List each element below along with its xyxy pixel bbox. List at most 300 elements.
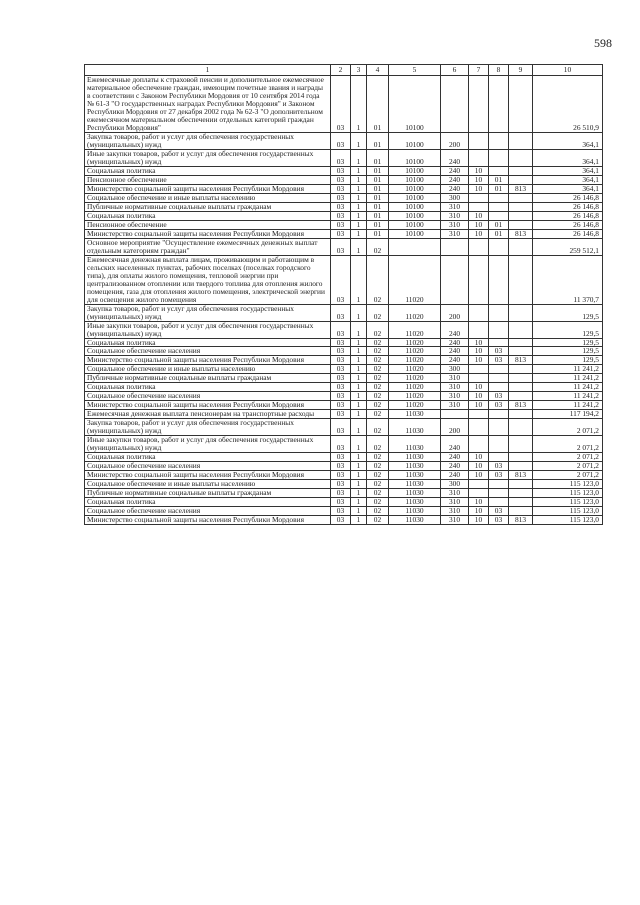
target-code: 11020 bbox=[389, 338, 441, 347]
subprogram-code: 01 bbox=[367, 184, 389, 193]
expense-type-code: 310 bbox=[441, 229, 469, 238]
program-code: 1 bbox=[351, 75, 367, 132]
row-description: Ежемесячная денежная выплата пенсионерам на транспортные расходы bbox=[85, 410, 331, 419]
table-row bbox=[85, 166, 603, 175]
table-row bbox=[85, 229, 603, 238]
subprogram-code: 02 bbox=[367, 392, 389, 401]
program-code: 1 bbox=[351, 392, 367, 401]
subprogram-code: 02 bbox=[367, 321, 389, 338]
subsection-code: 01 bbox=[489, 175, 509, 184]
section-code: 03 bbox=[331, 365, 351, 374]
table-row bbox=[85, 480, 603, 489]
table-row bbox=[85, 498, 603, 507]
header-row bbox=[85, 65, 603, 76]
row-description: Социальное обеспечение населения bbox=[85, 462, 331, 471]
subsection-code bbox=[489, 419, 509, 436]
chapter-code: 10 bbox=[469, 392, 489, 401]
target-code: 11020 bbox=[389, 374, 441, 383]
chapter-code bbox=[469, 149, 489, 166]
target-code: 11030 bbox=[389, 462, 441, 471]
section-code: 03 bbox=[331, 211, 351, 220]
ministry-code bbox=[509, 410, 533, 419]
ministry-code bbox=[509, 255, 533, 304]
amount: 364,1 bbox=[533, 166, 603, 175]
row-description: Министерство социальной защиты населения Республики Мордовия bbox=[85, 401, 331, 410]
amount: 115 123,0 bbox=[533, 489, 603, 498]
program-code: 1 bbox=[351, 489, 367, 498]
table-row bbox=[85, 193, 603, 202]
section-code: 03 bbox=[331, 462, 351, 471]
program-code: 1 bbox=[351, 436, 367, 453]
section-code: 03 bbox=[331, 132, 351, 149]
expense-type-code: 310 bbox=[441, 507, 469, 516]
subprogram-code: 02 bbox=[367, 453, 389, 462]
target-code: 10100 bbox=[389, 211, 441, 220]
program-code: 1 bbox=[351, 419, 367, 436]
program-code: 1 bbox=[351, 356, 367, 365]
expense-type-code: 240 bbox=[441, 321, 469, 338]
ministry-code: 813 bbox=[509, 516, 533, 525]
row-description: Социальное обеспечение и иные выплаты населению bbox=[85, 365, 331, 374]
target-code: 11030 bbox=[389, 453, 441, 462]
program-code: 1 bbox=[351, 211, 367, 220]
column-header: 8 bbox=[489, 65, 509, 76]
subsection-code bbox=[489, 383, 509, 392]
section-code: 03 bbox=[331, 436, 351, 453]
ministry-code: 813 bbox=[509, 471, 533, 480]
table-row bbox=[85, 392, 603, 401]
target-code: 10100 bbox=[389, 229, 441, 238]
expense-type-code bbox=[441, 255, 469, 304]
target-code bbox=[389, 238, 441, 255]
subsection-code bbox=[489, 75, 509, 132]
subsection-code: 01 bbox=[489, 184, 509, 193]
ministry-code bbox=[509, 193, 533, 202]
table-row bbox=[85, 383, 603, 392]
program-code: 1 bbox=[351, 498, 367, 507]
subprogram-code: 02 bbox=[367, 365, 389, 374]
column-header: 1 bbox=[85, 65, 331, 76]
subsection-code bbox=[489, 338, 509, 347]
section-code: 03 bbox=[331, 338, 351, 347]
row-description: Иные закупки товаров, работ и услуг для обеспечения государственных (муниципальных) нужд bbox=[85, 321, 331, 338]
program-code: 1 bbox=[351, 238, 367, 255]
row-description: Иные закупки товаров, работ и услуг для обеспечения государственных (муниципальных) нужд bbox=[85, 436, 331, 453]
subsection-code bbox=[489, 202, 509, 211]
chapter-code bbox=[469, 193, 489, 202]
ministry-code: 813 bbox=[509, 229, 533, 238]
target-code: 10100 bbox=[389, 220, 441, 229]
row-description: Пенсионное обеспечение bbox=[85, 175, 331, 184]
subprogram-code: 02 bbox=[367, 304, 389, 321]
table-row bbox=[85, 410, 603, 419]
table-row bbox=[85, 220, 603, 229]
chapter-code: 10 bbox=[469, 383, 489, 392]
ministry-code bbox=[509, 166, 533, 175]
ministry-code bbox=[509, 149, 533, 166]
row-description: Публичные нормативные социальные выплаты гражданам bbox=[85, 374, 331, 383]
subprogram-code: 02 bbox=[367, 383, 389, 392]
chapter-code bbox=[469, 132, 489, 149]
subsection-code bbox=[489, 149, 509, 166]
budget-table bbox=[84, 64, 603, 525]
section-code: 03 bbox=[331, 166, 351, 175]
expense-type-code bbox=[441, 75, 469, 132]
table-row bbox=[85, 356, 603, 365]
target-code: 11020 bbox=[389, 356, 441, 365]
ministry-code bbox=[509, 347, 533, 356]
row-description: Министерство социальной защиты населения Республики Мордовия bbox=[85, 229, 331, 238]
row-description: Ежемесячные доплаты к страховой пенсии и дополнительное ежемесячное материальное обеспечение граждан, имеющим почетные звания и награды в соответствии с Законом Республики Мордовия от 10 сентября 2014 года № 61-З "О государственных наградах Республики Мордовия" и Законом Республики Мордовия от 27 декабря 2002 года № 62-З "О дополнительном ежемесячном материальном обеспечении отдельных категорий граждан Республики Мордовия" bbox=[85, 75, 331, 132]
subsection-code bbox=[489, 498, 509, 507]
subsection-code bbox=[489, 410, 509, 419]
amount: 129,5 bbox=[533, 321, 603, 338]
subprogram-code: 02 bbox=[367, 410, 389, 419]
row-description: Министерство социальной защиты населения Республики Мордовия bbox=[85, 471, 331, 480]
target-code: 11020 bbox=[389, 383, 441, 392]
row-description: Социальное обеспечение населения bbox=[85, 507, 331, 516]
subprogram-code: 01 bbox=[367, 166, 389, 175]
target-code: 11020 bbox=[389, 401, 441, 410]
ministry-code bbox=[509, 75, 533, 132]
expense-type-code: 200 bbox=[441, 304, 469, 321]
chapter-code: 10 bbox=[469, 401, 489, 410]
ministry-code bbox=[509, 365, 533, 374]
program-code: 1 bbox=[351, 516, 367, 525]
target-code: 11030 bbox=[389, 436, 441, 453]
target-code: 11020 bbox=[389, 392, 441, 401]
amount: 364,1 bbox=[533, 184, 603, 193]
target-code: 11030 bbox=[389, 507, 441, 516]
section-code: 03 bbox=[331, 480, 351, 489]
section-code: 03 bbox=[331, 229, 351, 238]
subsection-code bbox=[489, 374, 509, 383]
row-description: Министерство социальной защиты населения Республики Мордовия bbox=[85, 516, 331, 525]
column-header: 2 bbox=[331, 65, 351, 76]
program-code: 1 bbox=[351, 321, 367, 338]
ministry-code bbox=[509, 304, 533, 321]
chapter-code: 10 bbox=[469, 184, 489, 193]
amount: 11 241,2 bbox=[533, 365, 603, 374]
chapter-code bbox=[469, 255, 489, 304]
table-row bbox=[85, 304, 603, 321]
chapter-code: 10 bbox=[469, 229, 489, 238]
target-code: 10100 bbox=[389, 132, 441, 149]
table-row bbox=[85, 175, 603, 184]
row-description: Пенсионное обеспечение bbox=[85, 220, 331, 229]
chapter-code bbox=[469, 374, 489, 383]
program-code: 1 bbox=[351, 304, 367, 321]
subprogram-code: 01 bbox=[367, 149, 389, 166]
ministry-code bbox=[509, 321, 533, 338]
program-code: 1 bbox=[351, 220, 367, 229]
amount: 129,5 bbox=[533, 356, 603, 365]
chapter-code bbox=[469, 436, 489, 453]
amount: 2 071,2 bbox=[533, 453, 603, 462]
row-description: Публичные нормативные социальные выплаты гражданам bbox=[85, 202, 331, 211]
subsection-code bbox=[489, 255, 509, 304]
program-code: 1 bbox=[351, 193, 367, 202]
chapter-code bbox=[469, 238, 489, 255]
amount: 11 241,2 bbox=[533, 383, 603, 392]
chapter-code: 10 bbox=[469, 516, 489, 525]
subprogram-code: 02 bbox=[367, 516, 389, 525]
target-code: 11020 bbox=[389, 347, 441, 356]
chapter-code: 10 bbox=[469, 166, 489, 175]
chapter-code: 10 bbox=[469, 338, 489, 347]
target-code: 11030 bbox=[389, 471, 441, 480]
chapter-code: 10 bbox=[469, 175, 489, 184]
subsection-code bbox=[489, 365, 509, 374]
amount: 129,5 bbox=[533, 347, 603, 356]
subsection-code: 03 bbox=[489, 471, 509, 480]
column-header: 3 bbox=[351, 65, 367, 76]
program-code: 1 bbox=[351, 347, 367, 356]
expense-type-code: 240 bbox=[441, 436, 469, 453]
target-code: 11020 bbox=[389, 255, 441, 304]
subprogram-code: 02 bbox=[367, 238, 389, 255]
program-code: 1 bbox=[351, 410, 367, 419]
expense-type-code: 200 bbox=[441, 419, 469, 436]
amount: 129,5 bbox=[533, 338, 603, 347]
table-row bbox=[85, 489, 603, 498]
row-description: Социальная политика bbox=[85, 453, 331, 462]
subprogram-code: 01 bbox=[367, 220, 389, 229]
subsection-code bbox=[489, 489, 509, 498]
subprogram-code: 02 bbox=[367, 347, 389, 356]
section-code: 03 bbox=[331, 175, 351, 184]
subprogram-code: 02 bbox=[367, 436, 389, 453]
column-header: 9 bbox=[509, 65, 533, 76]
expense-type-code: 310 bbox=[441, 211, 469, 220]
chapter-code: 10 bbox=[469, 498, 489, 507]
table-row bbox=[85, 132, 603, 149]
table-row bbox=[85, 184, 603, 193]
subsection-code: 03 bbox=[489, 401, 509, 410]
chapter-code: 10 bbox=[469, 220, 489, 229]
ministry-code: 813 bbox=[509, 356, 533, 365]
ministry-code bbox=[509, 453, 533, 462]
row-description: Министерство социальной защиты населения Республики Мордовия bbox=[85, 356, 331, 365]
program-code: 1 bbox=[351, 383, 367, 392]
row-description: Иные закупки товаров, работ и услуг для обеспечения государственных (муниципальных) нужд bbox=[85, 149, 331, 166]
section-code: 03 bbox=[331, 184, 351, 193]
program-code: 1 bbox=[351, 507, 367, 516]
expense-type-code bbox=[441, 238, 469, 255]
subprogram-code: 02 bbox=[367, 480, 389, 489]
expense-type-code: 310 bbox=[441, 202, 469, 211]
table-row bbox=[85, 75, 603, 132]
target-code: 11020 bbox=[389, 321, 441, 338]
subsection-code: 03 bbox=[489, 507, 509, 516]
expense-type-code: 310 bbox=[441, 220, 469, 229]
chapter-code bbox=[469, 304, 489, 321]
table-row bbox=[85, 401, 603, 410]
amount: 115 123,0 bbox=[533, 507, 603, 516]
row-description: Социальная политика bbox=[85, 383, 331, 392]
ministry-code bbox=[509, 392, 533, 401]
target-code: 10100 bbox=[389, 166, 441, 175]
table-row bbox=[85, 321, 603, 338]
expense-type-code: 240 bbox=[441, 166, 469, 175]
row-description: Министерство социальной защиты населения Республики Мордовия bbox=[85, 184, 331, 193]
table-row bbox=[85, 507, 603, 516]
subsection-code bbox=[489, 480, 509, 489]
row-description: Публичные нормативные социальные выплаты гражданам bbox=[85, 489, 331, 498]
ministry-code bbox=[509, 419, 533, 436]
amount: 2 071,2 bbox=[533, 436, 603, 453]
section-code: 03 bbox=[331, 471, 351, 480]
expense-type-code: 240 bbox=[441, 175, 469, 184]
chapter-code: 10 bbox=[469, 211, 489, 220]
amount: 11 241,2 bbox=[533, 374, 603, 383]
expense-type-code: 240 bbox=[441, 462, 469, 471]
subprogram-code: 01 bbox=[367, 229, 389, 238]
program-code: 1 bbox=[351, 149, 367, 166]
amount: 364,1 bbox=[533, 132, 603, 149]
subsection-code bbox=[489, 436, 509, 453]
section-code: 03 bbox=[331, 193, 351, 202]
row-description: Социальное обеспечение населения bbox=[85, 392, 331, 401]
ministry-code bbox=[509, 480, 533, 489]
chapter-code bbox=[469, 489, 489, 498]
subprogram-code: 01 bbox=[367, 132, 389, 149]
chapter-code bbox=[469, 410, 489, 419]
ministry-code bbox=[509, 507, 533, 516]
section-code: 03 bbox=[331, 347, 351, 356]
chapter-code: 10 bbox=[469, 507, 489, 516]
ministry-code: 813 bbox=[509, 401, 533, 410]
amount: 115 123,0 bbox=[533, 480, 603, 489]
subprogram-code: 01 bbox=[367, 193, 389, 202]
amount: 11 370,7 bbox=[533, 255, 603, 304]
amount: 26 146,8 bbox=[533, 229, 603, 238]
expense-type-code: 300 bbox=[441, 365, 469, 374]
subprogram-code: 02 bbox=[367, 338, 389, 347]
program-code: 1 bbox=[351, 338, 367, 347]
amount: 2 071,2 bbox=[533, 462, 603, 471]
section-code: 03 bbox=[331, 356, 351, 365]
table-row bbox=[85, 338, 603, 347]
section-code: 03 bbox=[331, 410, 351, 419]
expense-type-code bbox=[441, 410, 469, 419]
subsection-code: 03 bbox=[489, 347, 509, 356]
target-code: 11030 bbox=[389, 489, 441, 498]
target-code: 11020 bbox=[389, 304, 441, 321]
expense-type-code: 310 bbox=[441, 516, 469, 525]
expense-type-code: 240 bbox=[441, 184, 469, 193]
program-code: 1 bbox=[351, 175, 367, 184]
section-code: 03 bbox=[331, 383, 351, 392]
program-code: 1 bbox=[351, 453, 367, 462]
section-code: 03 bbox=[331, 220, 351, 229]
subsection-code bbox=[489, 304, 509, 321]
target-code: 11030 bbox=[389, 419, 441, 436]
column-header: 7 bbox=[469, 65, 489, 76]
section-code: 03 bbox=[331, 75, 351, 132]
row-description: Основное мероприятие "Осуществление ежемесячных денежных выплат отдельным категориям граждан" bbox=[85, 238, 331, 255]
expense-type-code: 300 bbox=[441, 193, 469, 202]
subprogram-code: 01 bbox=[367, 211, 389, 220]
row-description: Социальная политика bbox=[85, 338, 331, 347]
amount: 26 510,9 bbox=[533, 75, 603, 132]
table-row bbox=[85, 238, 603, 255]
ministry-code bbox=[509, 211, 533, 220]
section-code: 03 bbox=[331, 238, 351, 255]
section-code: 03 bbox=[331, 516, 351, 525]
subsection-code: 01 bbox=[489, 229, 509, 238]
amount: 26 146,8 bbox=[533, 202, 603, 211]
ministry-code bbox=[509, 489, 533, 498]
section-code: 03 bbox=[331, 321, 351, 338]
amount: 11 241,2 bbox=[533, 401, 603, 410]
ministry-code: 813 bbox=[509, 184, 533, 193]
ministry-code bbox=[509, 383, 533, 392]
subsection-code: 01 bbox=[489, 220, 509, 229]
row-description: Закупка товаров, работ и услуг для обеспечения государственных (муниципальных) нужд bbox=[85, 304, 331, 321]
program-code: 1 bbox=[351, 184, 367, 193]
ministry-code bbox=[509, 238, 533, 255]
ministry-code bbox=[509, 220, 533, 229]
expense-type-code: 310 bbox=[441, 374, 469, 383]
row-description: Социальное обеспечение и иные выплаты населению bbox=[85, 193, 331, 202]
target-code: 10100 bbox=[389, 202, 441, 211]
target-code: 10100 bbox=[389, 184, 441, 193]
program-code: 1 bbox=[351, 471, 367, 480]
table-row bbox=[85, 255, 603, 304]
table-row bbox=[85, 202, 603, 211]
chapter-code bbox=[469, 419, 489, 436]
ministry-code bbox=[509, 462, 533, 471]
target-code: 11030 bbox=[389, 410, 441, 419]
column-header: 10 bbox=[533, 65, 603, 76]
target-code: 10100 bbox=[389, 149, 441, 166]
table-row bbox=[85, 516, 603, 525]
chapter-code bbox=[469, 202, 489, 211]
chapter-code: 10 bbox=[469, 347, 489, 356]
amount: 115 123,0 bbox=[533, 498, 603, 507]
amount: 129,5 bbox=[533, 304, 603, 321]
section-code: 03 bbox=[331, 304, 351, 321]
subprogram-code: 02 bbox=[367, 374, 389, 383]
ministry-code bbox=[509, 338, 533, 347]
table-row bbox=[85, 419, 603, 436]
chapter-code: 10 bbox=[469, 471, 489, 480]
subprogram-code: 02 bbox=[367, 401, 389, 410]
subprogram-code: 02 bbox=[367, 489, 389, 498]
row-description: Социальная политика bbox=[85, 498, 331, 507]
section-code: 03 bbox=[331, 392, 351, 401]
table-row bbox=[85, 374, 603, 383]
expense-type-code: 300 bbox=[441, 480, 469, 489]
column-header: 4 bbox=[367, 65, 389, 76]
program-code: 1 bbox=[351, 229, 367, 238]
expense-type-code: 240 bbox=[441, 471, 469, 480]
subsection-code: 03 bbox=[489, 392, 509, 401]
subprogram-code: 01 bbox=[367, 75, 389, 132]
program-code: 1 bbox=[351, 166, 367, 175]
expense-type-code: 310 bbox=[441, 392, 469, 401]
table-row bbox=[85, 462, 603, 471]
section-code: 03 bbox=[331, 149, 351, 166]
chapter-code bbox=[469, 321, 489, 338]
row-description: Закупка товаров, работ и услуг для обеспечения государственных (муниципальных) нужд bbox=[85, 419, 331, 436]
ministry-code bbox=[509, 175, 533, 184]
subsection-code bbox=[489, 321, 509, 338]
program-code: 1 bbox=[351, 365, 367, 374]
column-header: 6 bbox=[441, 65, 469, 76]
subprogram-code: 01 bbox=[367, 202, 389, 211]
